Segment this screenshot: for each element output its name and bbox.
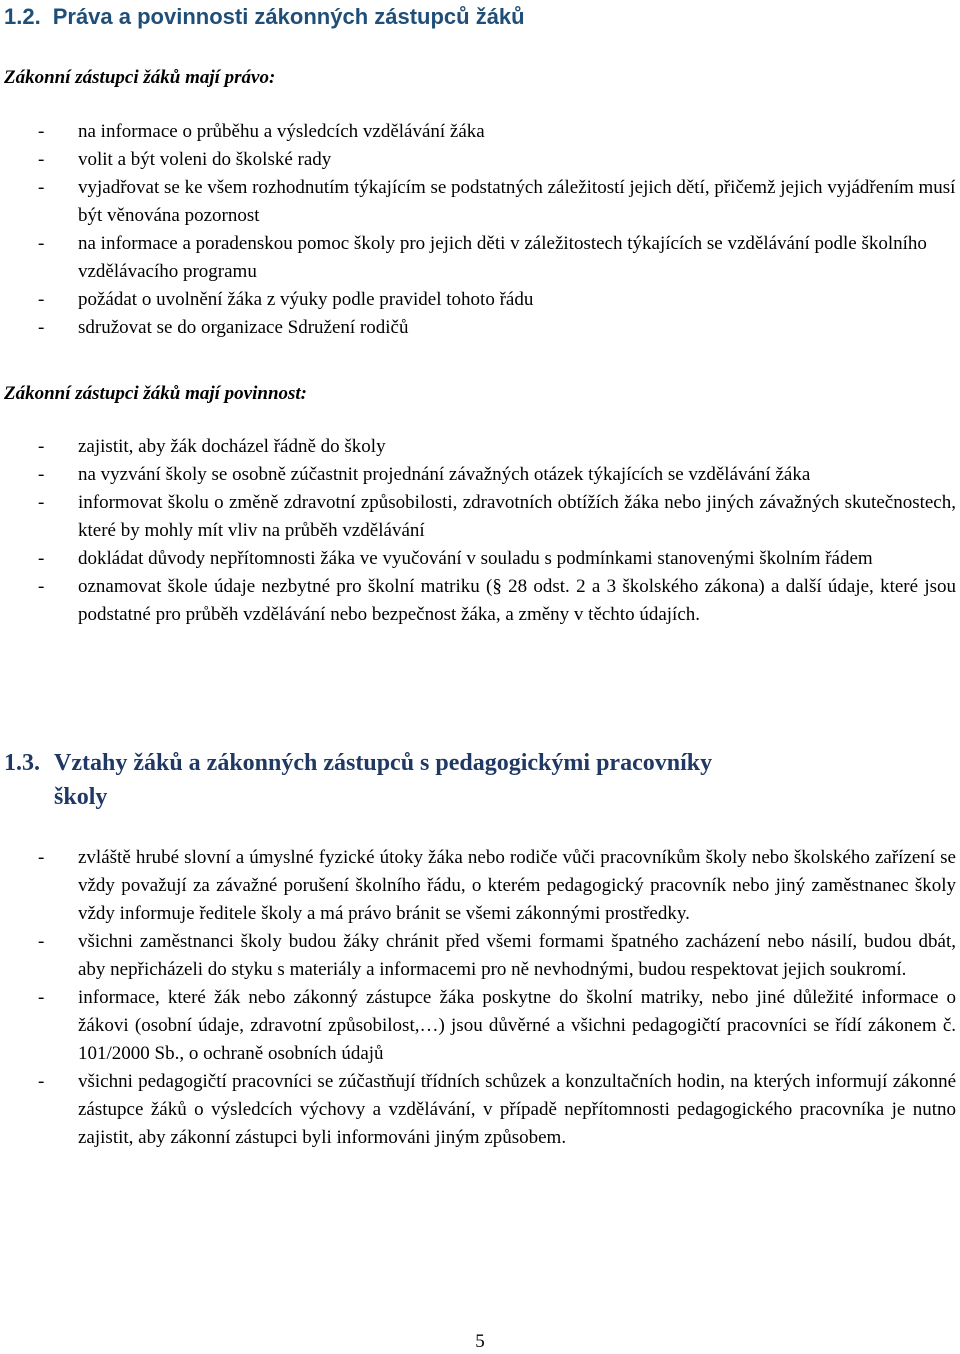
list-item-text: zvláště hrubé slovní a úmyslné fyzické útoky žáka nebo rodiče vůči pracovníkům školy nebo školského zařízení se vždy považují za závažné porušení školního řádu, o kterém pedagogický pracovník nebo jiný zaměstnanec školy vždy informuje ředitele školy a má právo bránit se všemi zákonnými prostředky. [78,847,956,924]
list-item [0,545,960,573]
list-item-text: informovat školu o změně zdravotní způsobilosti, zdravotních obtížích žáka nebo jiných závažných skutečnostech, které by mohly mít vliv na průběh vzdělávání [78,492,956,541]
relations-list [0,844,960,1152]
list-item-text: zajistit, aby žák docházel řádně do školy [78,436,386,457]
list-item [0,984,960,1068]
list-dash: - [38,987,45,1008]
list-item [0,928,960,984]
list-item-text: na informace a poradenskou pomoc školy pro jejich děti v záležitostech týkajících se vzdělávání podle školního vzdělávacího programu [78,233,927,282]
section-number: 1.2. [4,4,41,29]
section-title: Práva a povinnosti zákonných zástupců žáků [52,4,525,29]
list-item [0,314,960,342]
list-dash: - [38,492,45,513]
list-dash: - [38,233,45,254]
list-item [0,146,960,174]
section-title-line1: Vztahy žáků a zákonných zástupců s pedagogickými pracovníky [54,750,713,776]
list-dash: - [38,289,45,310]
list-item [0,118,960,146]
list-item [0,1068,960,1152]
list-item-text: volit a být voleni do školské rady [78,149,332,170]
list-item-text: požádat o uvolnění žáka z výuky podle pravidel tohoto řádu [78,289,534,310]
page-number: 5 [475,1331,485,1352]
list-item-text: dokládat důvody nepřítomnosti žáka ve vyučování v souladu s podmínkami stanovenými školním řádem [78,548,873,569]
section-heading-relations [4,746,904,814]
list-item-text: sdružovat se do organizace Sdružení rodičů [78,317,409,338]
section-title-line2: školy [54,784,108,810]
duties-heading: Zákonní zástupci žáků mají povinnost: [4,383,308,404]
list-dash: - [38,436,45,457]
list-item-text: všichni zaměstnanci školy budou žáky chránit před všemi formami špatného zacházení nebo násilí, budou dbát, aby nepřicházeli do styku s materiály a informacemi pro ně nevhodnými, budou respektovat jejich soukromí. [78,931,956,980]
rights-heading: Zákonní zástupci žáků mají právo: [4,67,276,88]
list-item [0,573,960,629]
list-dash: - [38,931,45,952]
list-dash: - [38,1071,45,1092]
rights-list [0,118,960,342]
list-item-text: oznamovat škole údaje nezbytné pro školní matriku (§ 28 odst. 2 a 3 školského zákona) a další údaje, které jsou podstatné pro průběh vzdělávání nebo bezpečnost žáka, a změny v těchto údajích. [78,576,956,625]
list-item-text: informace, které žák nebo zákonný zástupce žáka poskytne do školní matriky, nebo jiné důležité informace o žákovi (osobní údaje, zdravotní způsobilost,…) jsou důvěrné a všichni pedagogičtí pracovníci se řídí zákonem č. 101/2000 Sb., o ochraně osobních údajů [78,987,956,1064]
list-item-text: všichni pedagogičtí pracovníci se zúčastňují třídních schůzek a konzultačních hodin, na kterých informují zákonné zástupce žáků o výsledcích výchovy a vzdělávání, v případě nepřítomnosti pedagogického pracovníka je nutno zajistit, aby zákonní zástupci byli informováni jiným způsobem. [78,1071,956,1148]
list-item-text: na informace o průběhu a výsledcích vzdělávání žáka [78,121,485,142]
list-dash: - [38,317,45,338]
list-item [0,433,960,461]
duties-list [0,433,960,629]
list-item [0,461,960,489]
list-dash: - [38,464,45,485]
section-heading-rights-duties [4,2,525,32]
list-dash: - [38,177,45,198]
list-item [0,844,960,928]
list-dash: - [38,847,45,868]
list-dash: - [38,121,45,142]
list-dash: - [38,576,45,597]
list-item [0,174,960,230]
list-item-text: vyjadřovat se ke všem rozhodnutím týkajícím se podstatných záležitostí jejich dětí, přičemž jejich vyjádřením musí být věnována pozornost [78,177,956,226]
list-item-text: na vyzvání školy se osobně zúčastnit projednání závažných otázek týkajících se vzdělávání žáka [78,464,811,485]
section-number: 1.3. [4,750,40,776]
list-dash: - [38,548,45,569]
list-item [0,286,960,314]
list-item [0,489,960,545]
list-dash: - [38,149,45,170]
list-item [0,230,960,286]
